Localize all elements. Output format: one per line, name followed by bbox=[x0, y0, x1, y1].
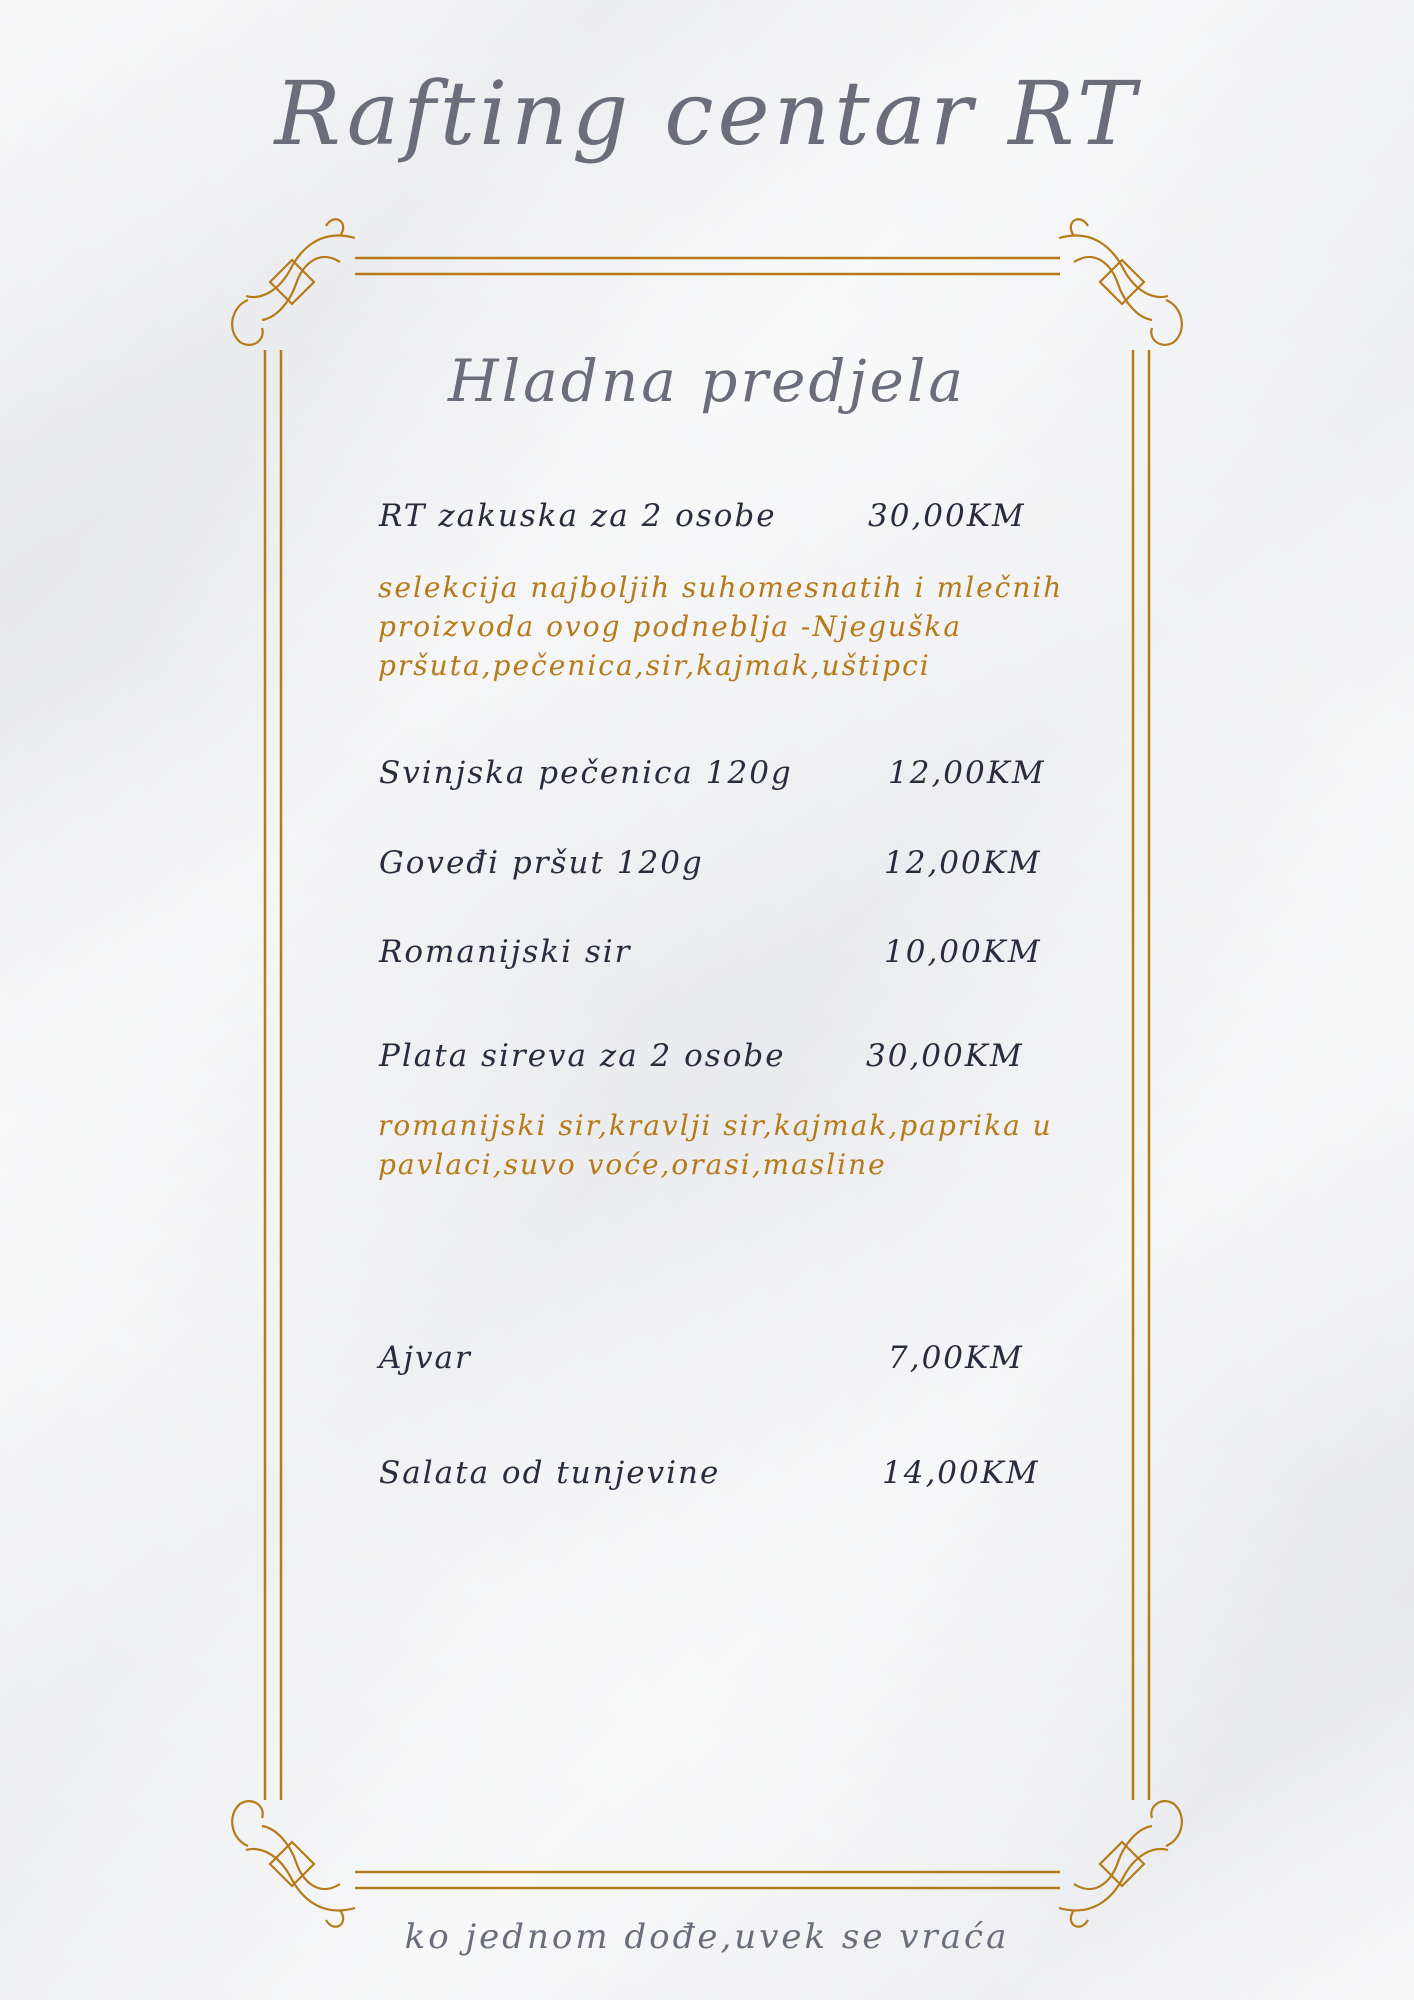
menu-item-price: 30,00KM bbox=[866, 1038, 1024, 1074]
footer-tagline: ko jednom dođe,uvek se vraća bbox=[404, 1917, 1010, 1957]
menu-item-price: 12,00KM bbox=[884, 845, 1042, 881]
section-title: Hladna predjela bbox=[448, 347, 966, 415]
corner-ornament-bottom-left bbox=[232, 1801, 355, 1927]
menu-item-name: Ajvar bbox=[379, 1340, 472, 1376]
menu-item-description: romanijski sir,kravlji sir,kajmak,paprika u pavlaci,suvo voće,orasi,masline bbox=[378, 1109, 1053, 1181]
menu-item-price: 30,00KM bbox=[868, 498, 1026, 534]
corner-ornament-top-right bbox=[1059, 219, 1182, 345]
restaurant-title: Rafting centar RT bbox=[274, 62, 1140, 165]
menu-item-name: Svinjska pečenica 120g bbox=[379, 755, 793, 791]
corner-ornament-bottom-right bbox=[1059, 1801, 1182, 1927]
menu-item-description: selekcija najboljih suhomesnatih i mlečnih proizvoda ovog podneblja -Njeguška pršuta,pečenica,sir,kajmak,uštipci bbox=[378, 571, 1064, 682]
corner-ornament-top-left bbox=[232, 219, 355, 345]
menu-item-price: 7,00KM bbox=[888, 1340, 1024, 1376]
menu-item-price: 14,00KM bbox=[882, 1455, 1040, 1491]
menu-item-name: Plata sireva za 2 osobe bbox=[379, 1038, 786, 1074]
menu-item-price: 12,00KM bbox=[888, 755, 1046, 791]
menu-item-price: 10,00KM bbox=[884, 934, 1042, 970]
menu-item-name: Salata od tunjevine bbox=[379, 1455, 721, 1491]
menu-item-name: Romanijski sir bbox=[379, 934, 632, 970]
menu-item-name: Goveđi pršut 120g bbox=[379, 845, 704, 881]
menu-item-name: RT zakuska za 2 osobe bbox=[379, 498, 777, 534]
